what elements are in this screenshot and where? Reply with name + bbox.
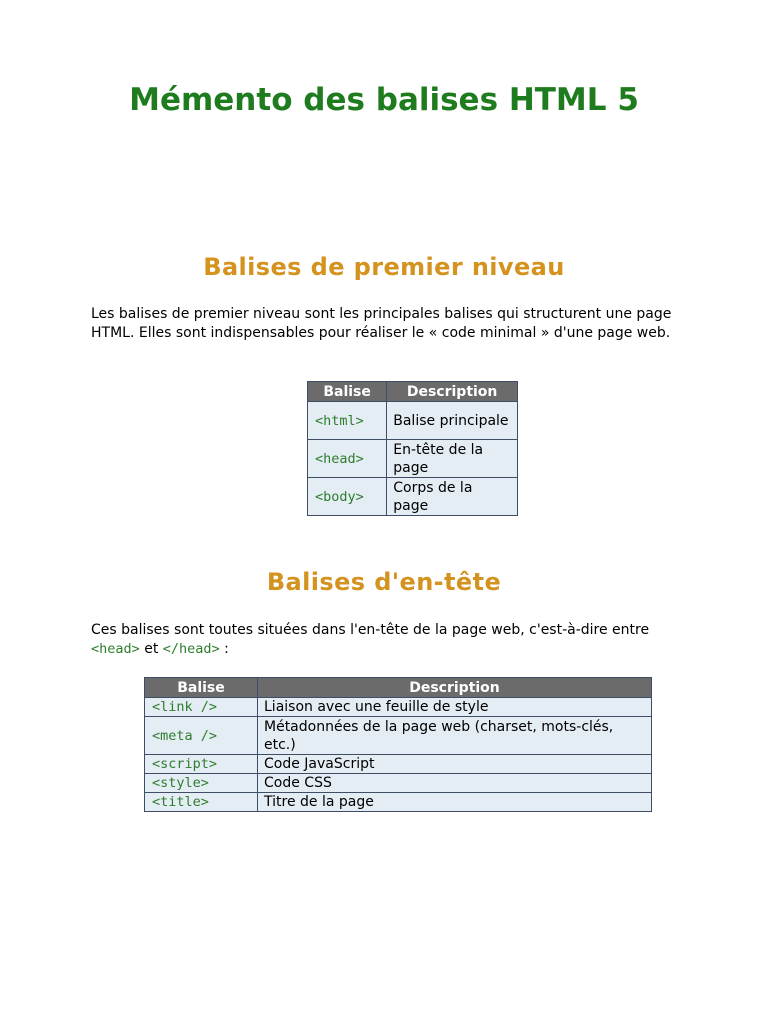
column-header-description: Description (258, 678, 652, 698)
tag-cell: <title> (145, 793, 258, 812)
table-row (308, 402, 518, 440)
tag-cell: <head> (308, 440, 387, 478)
column-header-tag: Balise (145, 678, 258, 698)
description-cell: Liaison avec une feuille de style (258, 698, 652, 717)
table-header-row (308, 382, 518, 402)
description-cell: Balise principale (387, 402, 518, 440)
head-tags-table (144, 677, 652, 812)
section-intro-head-tags (91, 621, 681, 658)
table-row (145, 717, 652, 755)
page-title: Mémento des balises HTML 5 (129, 82, 639, 118)
intro-text: Ces balises sont toutes situées dans l'en-tête de la page web, c'est-à-dire entre (91, 622, 650, 638)
first-level-tags-table (307, 381, 518, 516)
tag-cell: <script> (145, 755, 258, 774)
description-cell: En-tête de la page (387, 440, 518, 478)
table-row (308, 440, 518, 478)
inline-code-head-open: <head> (91, 640, 140, 657)
table-row (145, 793, 652, 812)
column-header-tag: Balise (308, 382, 387, 402)
intro-text-colon: : (224, 640, 229, 657)
tag-cell: <body> (308, 478, 387, 516)
tag-cell: <meta /> (145, 717, 258, 755)
section-heading-first-level: Balises de premier niveau (203, 253, 565, 281)
description-cell: Code JavaScript (258, 755, 652, 774)
intro-text-and: et (144, 640, 159, 657)
table-row (145, 755, 652, 774)
section-intro-first-level: Les balises de premier niveau sont les principales balises qui structurent une page HTML. Elles sont indispensables pour réaliser le « code minimal » d'une page web. (91, 306, 672, 341)
tag-cell: <link /> (145, 698, 258, 717)
table-row (145, 698, 652, 717)
tag-cell: <html> (308, 402, 387, 440)
inline-code-head-close: </head> (162, 640, 220, 657)
description-cell: Code CSS (258, 774, 652, 793)
table-row (308, 478, 518, 516)
table-row (145, 774, 652, 793)
section-heading-head-tags: Balises d'en-tête (266, 568, 502, 596)
tag-cell: <style> (145, 774, 258, 793)
table-header-row (145, 678, 652, 698)
description-cell: Métadonnées de la page web (charset, mots-clés, etc.) (258, 717, 652, 755)
column-header-description: Description (387, 382, 518, 402)
description-cell: Corps de la page (387, 478, 518, 516)
description-cell: Titre de la page (258, 793, 652, 812)
